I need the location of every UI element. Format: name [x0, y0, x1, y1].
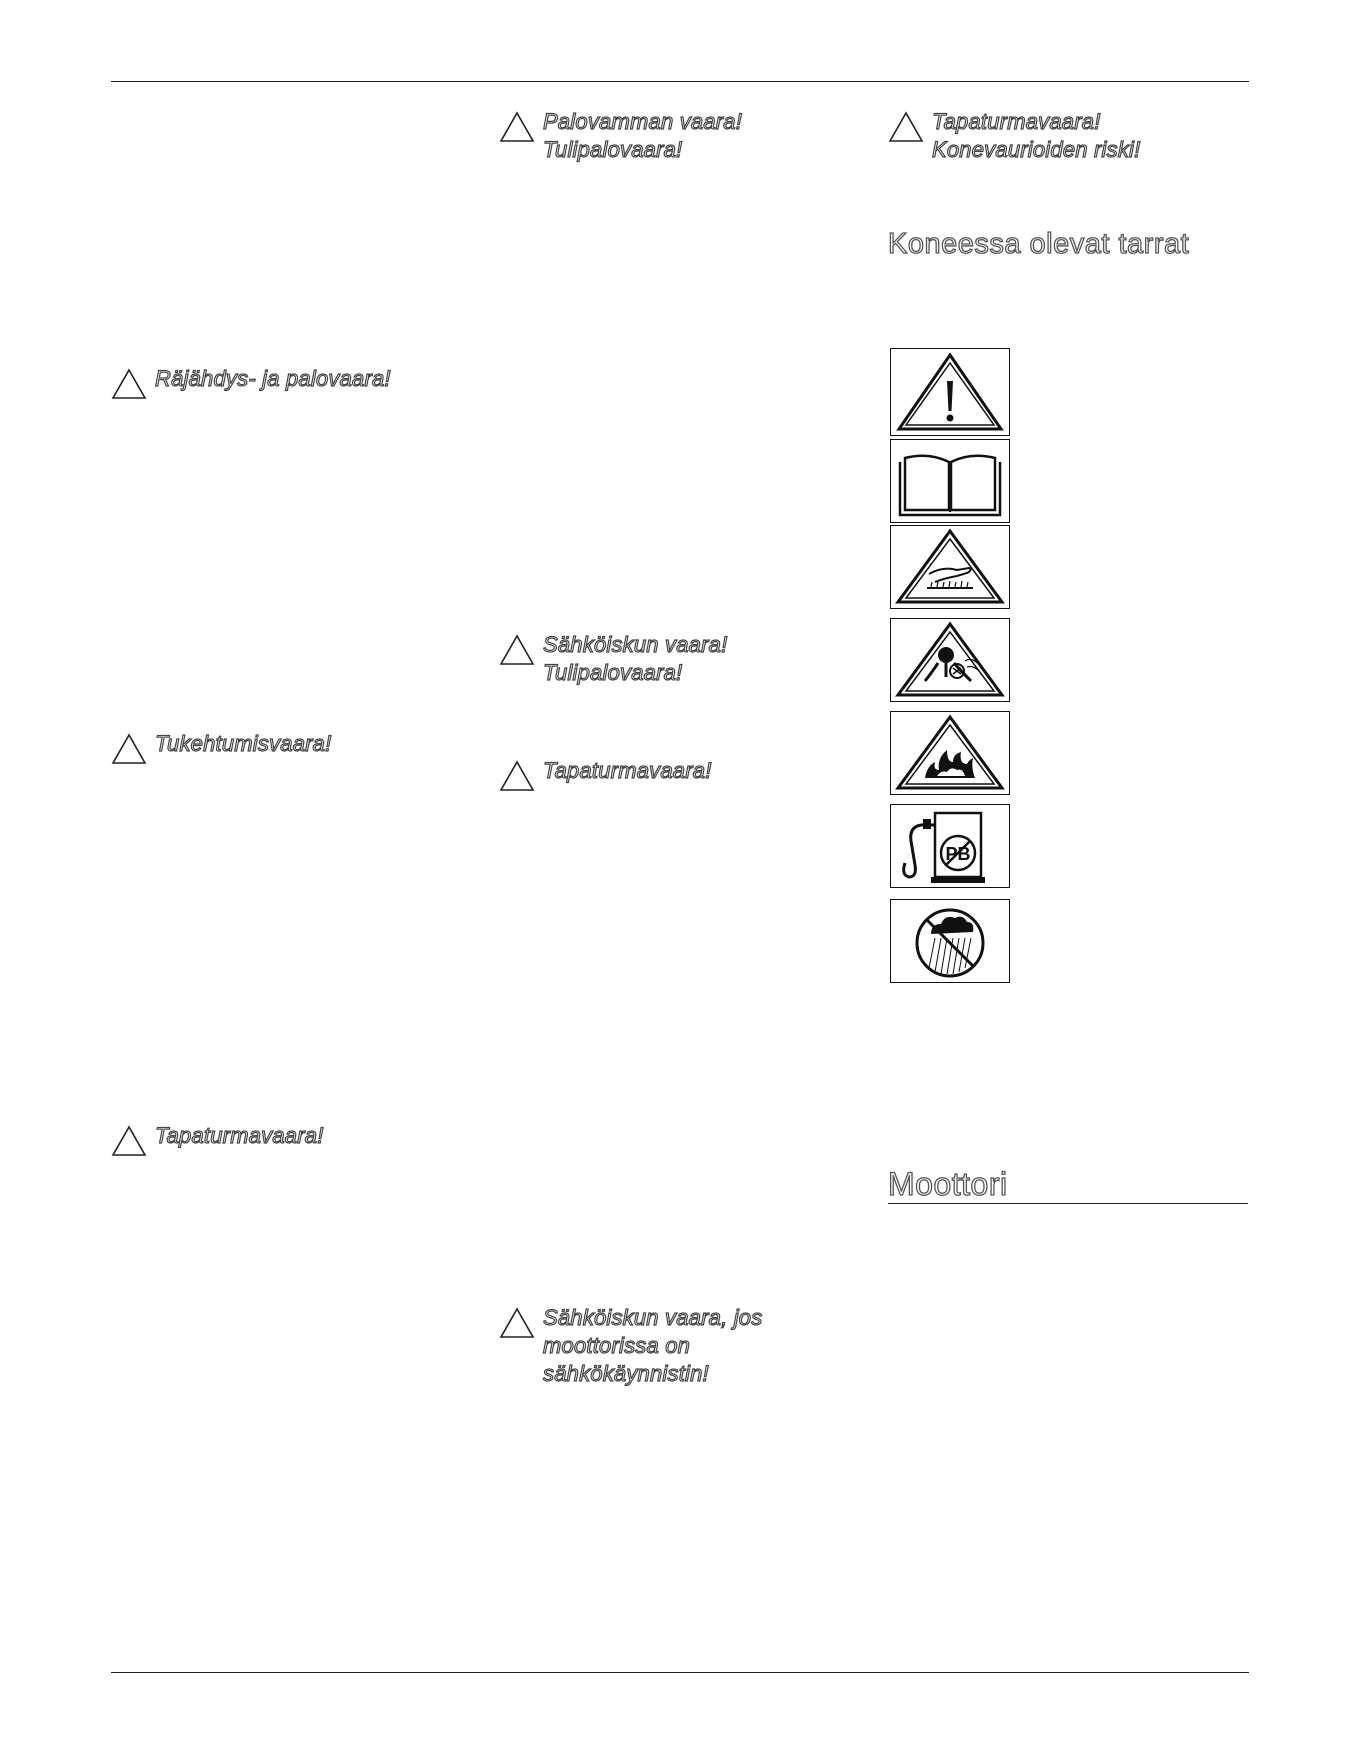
warning-text: Tapaturmavaara! — [543, 758, 712, 783]
warning-explosion — [111, 365, 391, 400]
warning-text: Tulipalovaara! — [543, 660, 683, 685]
warning-text: Tapaturmavaara! — [932, 109, 1101, 134]
warning-text: Tapaturmavaara! — [155, 1123, 324, 1148]
no-rain-icon — [891, 900, 1009, 982]
warning-text: Sähköiskun vaara! — [543, 632, 728, 657]
engine-heading-rule — [888, 1203, 1248, 1204]
warning-suffocation — [111, 730, 331, 765]
warning-triangle-icon — [111, 1125, 147, 1157]
bottom-rule — [111, 1672, 1249, 1673]
warning-text: sähkökäynnistin! — [543, 1361, 709, 1386]
warning-accident-mid — [499, 757, 712, 792]
hot-surface-icon — [891, 526, 1009, 608]
warning-triangle-icon — [888, 111, 924, 143]
warning-text: Tulipalovaara! — [543, 137, 683, 162]
warning-triangle-icon — [111, 368, 147, 400]
sticker-hot-surface — [890, 525, 1010, 609]
warning-text: moottorissa on — [543, 1333, 691, 1358]
sticker-fire — [890, 711, 1010, 795]
warning-accident — [111, 1122, 324, 1157]
warning-text: Tukehtumisvaara! — [155, 731, 332, 756]
fuel-pb-text: PB — [945, 844, 971, 864]
sticker-toxic-fumes — [890, 618, 1010, 702]
sticker-warning — [890, 348, 1010, 436]
manual-book-icon — [891, 440, 1009, 522]
toxic-fumes-icon — [891, 619, 1009, 701]
warning-triangle-icon — [499, 760, 535, 792]
sticker-no-rain — [890, 899, 1010, 983]
warning-shock-electric-start — [499, 1304, 762, 1388]
warning-triangle-icon — [111, 733, 147, 765]
fuel-pump-pb-icon — [891, 805, 1009, 887]
warning-exclamation-icon — [891, 349, 1009, 435]
warning-text: Konevaurioiden riski! — [932, 137, 1141, 162]
sticker-fuel — [890, 804, 1010, 888]
engine-heading: Moottori — [888, 1166, 1008, 1202]
warning-accident-damage — [888, 108, 1140, 164]
warning-triangle-icon — [499, 634, 535, 666]
warning-triangle-icon — [499, 1307, 535, 1339]
warning-text: Sähköiskun vaara, jos — [543, 1305, 763, 1330]
warning-shock — [499, 631, 727, 687]
sticker-manual — [890, 439, 1010, 523]
stickers-heading: Koneessa olevat tarrat — [888, 228, 1190, 260]
warning-text: Räjähdys- ja palovaara! — [155, 366, 391, 391]
warning-burn — [499, 108, 742, 164]
top-rule — [111, 81, 1249, 82]
warning-text: Palovamman vaara! — [543, 109, 743, 134]
warning-triangle-icon — [499, 111, 535, 143]
fire-hazard-icon — [891, 712, 1009, 794]
